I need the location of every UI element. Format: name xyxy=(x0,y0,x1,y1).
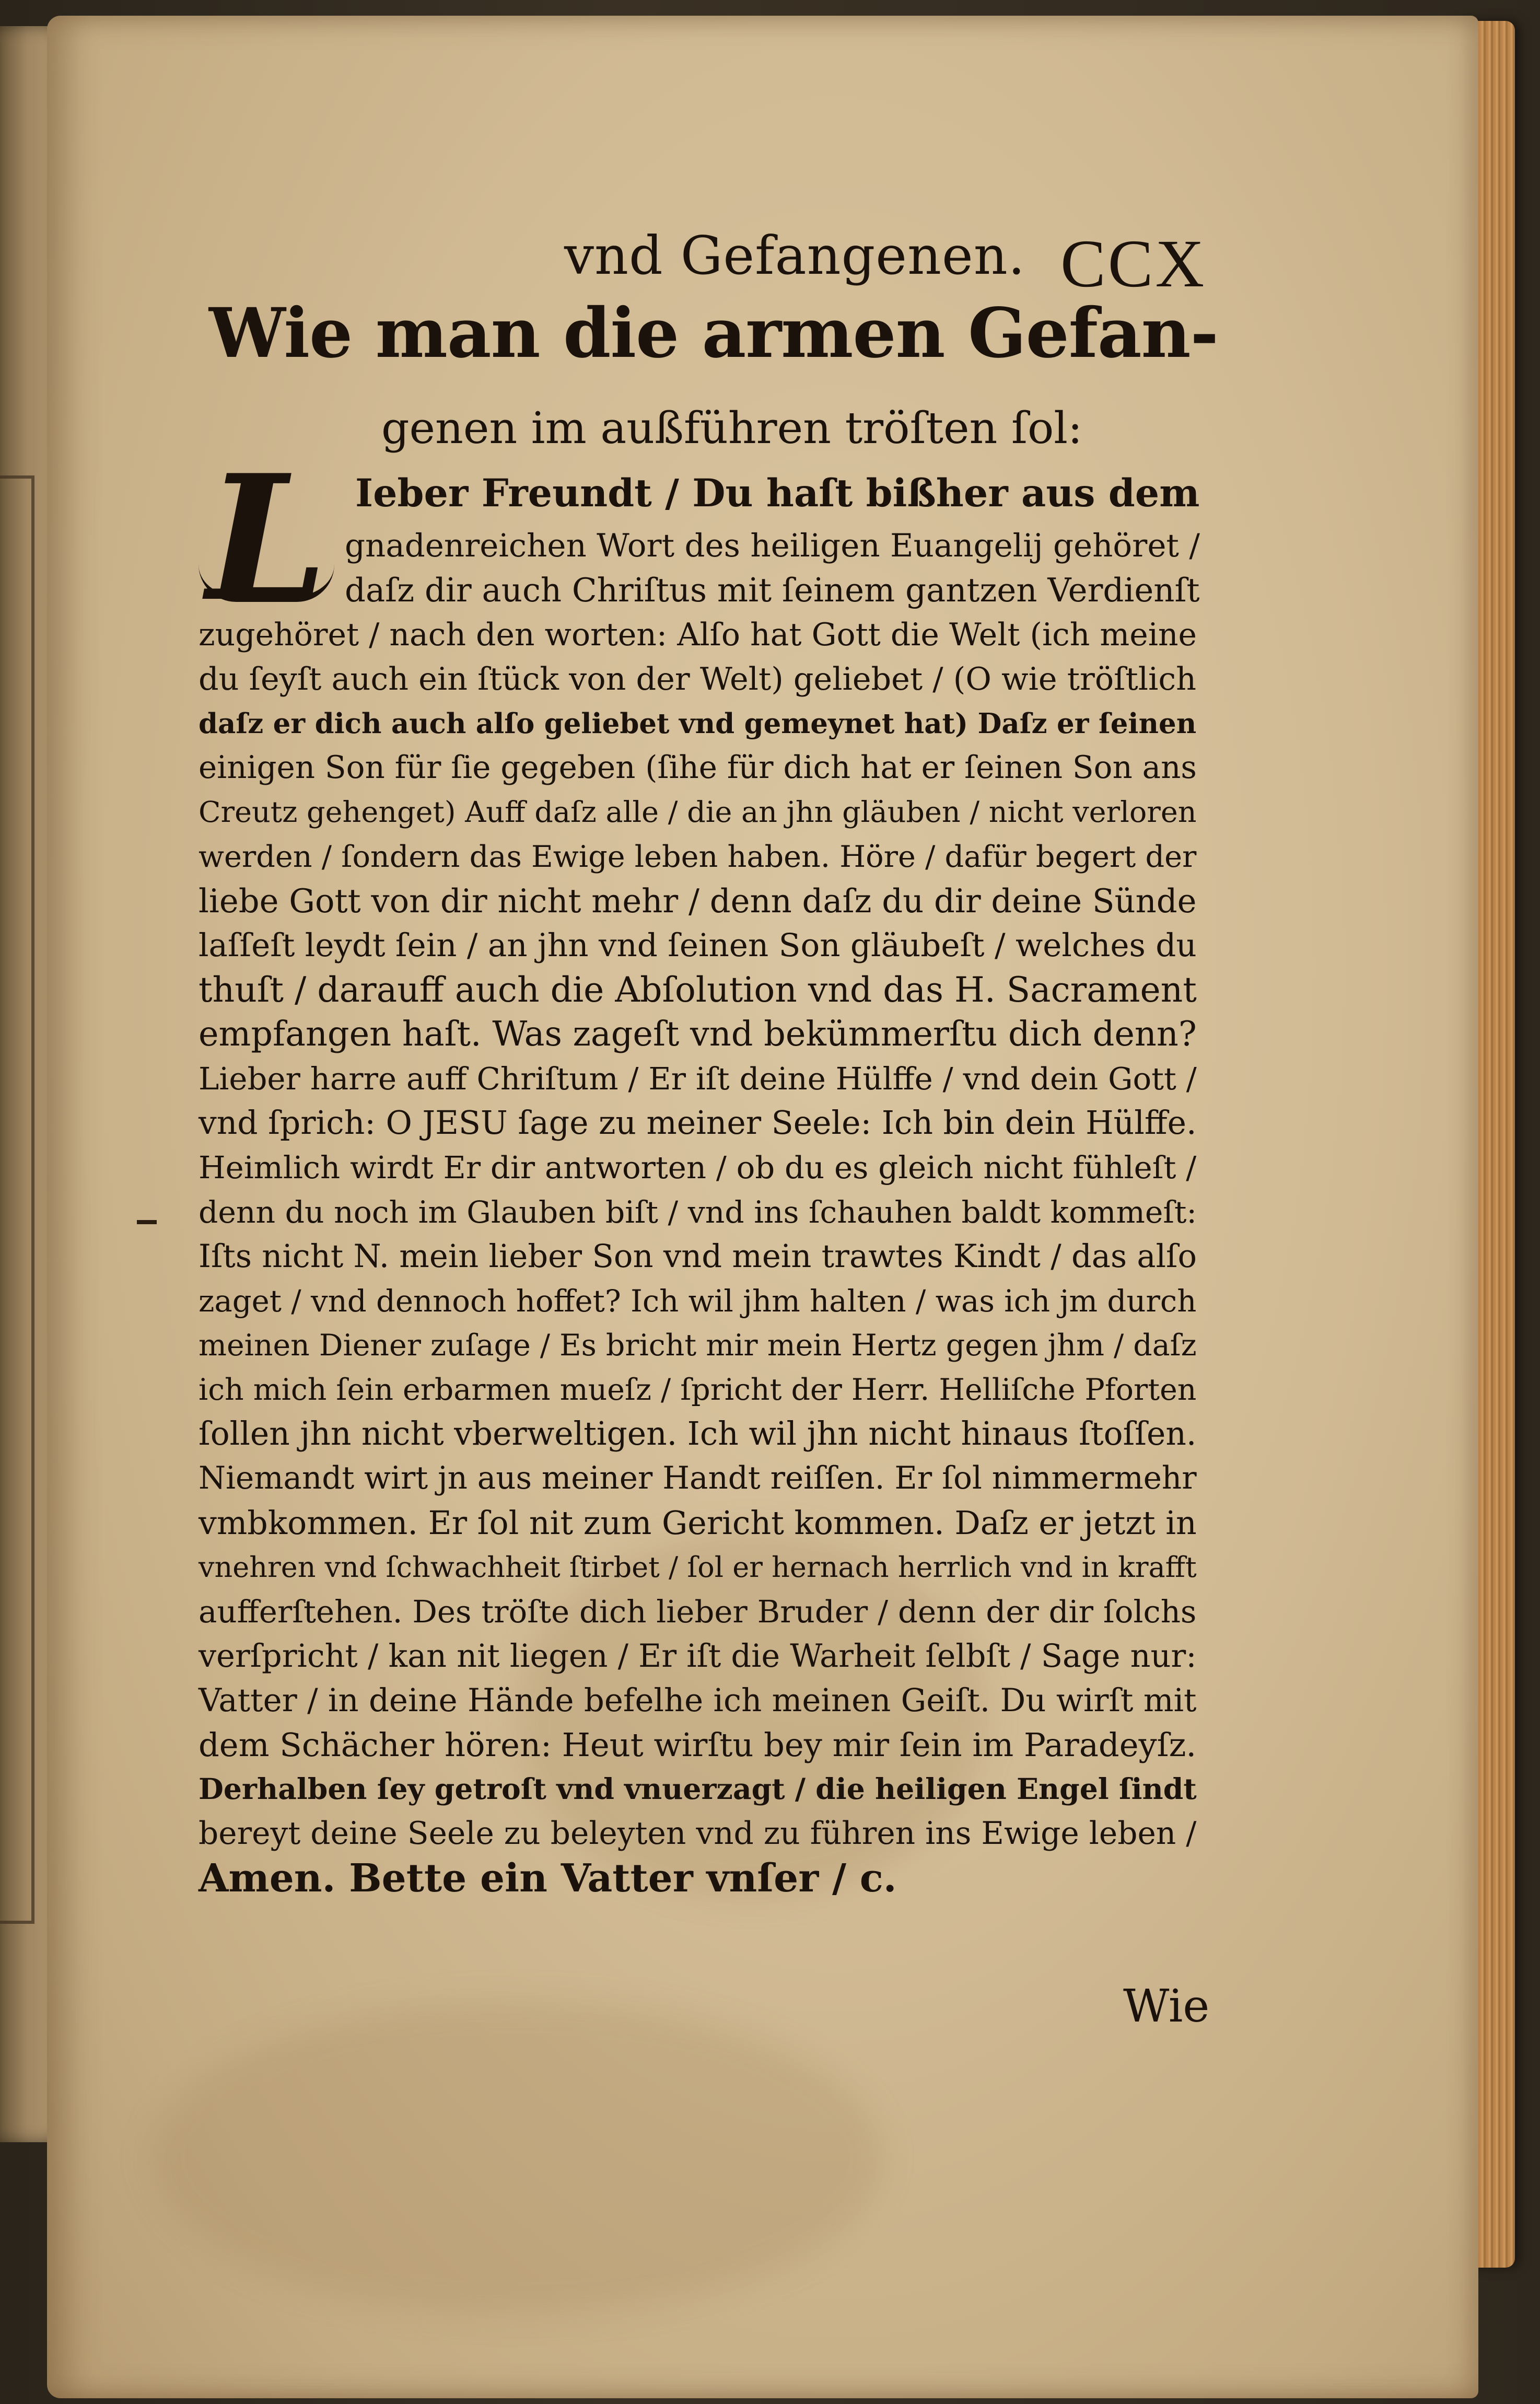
text-line: ich mich ſein erbarmen mueſz / ſpricht der Herr. Helliſche Pforten xyxy=(199,1373,1197,1407)
margin-mark xyxy=(137,1220,157,1224)
text-line: Iſts nicht N. mein lieber Son vnd mein trawtes Kindt / das alſo xyxy=(199,1238,1197,1275)
text-line: Derhalben ſey getroſt vnd vnuerzagt / die heiligen Engel ſindt xyxy=(199,1772,1197,1806)
text-line: Heimlich wirdt Er dir antworten / ob du es gleich nicht fühleſt / xyxy=(199,1149,1197,1186)
text-line: zugehöret / nach den worten: Alſo hat Gott die Welt (ich meine xyxy=(199,617,1197,653)
text-line: thuſt / darauff auch die Abſolution vnd das H. Sacrament xyxy=(199,970,1197,1010)
catchword: Wie xyxy=(1123,1980,1210,2033)
running-head: vnd Gefangenen. xyxy=(564,225,1025,286)
text-line: denn du noch im Glauben biſt / vnd ins ſchauhen baldt kommeſt: xyxy=(199,1194,1197,1230)
text-line: empfangen haſt. Was zageſt vnd bekümmerſtu dich denn? xyxy=(199,1015,1197,1054)
text-line: Vatter / in deine Hände befelhe ich meinen Geiſt. Du wirſt mit xyxy=(199,1682,1197,1719)
text-line: vmbkommen. Er ſol nit zum Gericht kommen. Daſz er jetzt in xyxy=(199,1504,1197,1542)
text-line: vnd ſprich: O JESU ſage zu meiner Seele: Ich bin dein Hülffe. xyxy=(199,1105,1197,1142)
text-line: Ieber Freundt / Du haſt bißher aus dem xyxy=(355,471,1200,516)
text-line: liebe Gott von dir nicht mehr / denn daſz du dir deine Sünde xyxy=(199,882,1197,920)
text-line: verſpricht / kan nit liegen / Er iſt die Warheit ſelbſt / Sage nur: xyxy=(199,1638,1197,1675)
chapter-title-line-1: Wie man die armen Gefan- xyxy=(209,293,1218,373)
text-line: Lieber harre auff Chriſtum / Er iſt deine Hülffe / vnd dein Gott / xyxy=(199,1061,1197,1097)
text-line: gnadenreichen Wort des heiligen Euangelij gehöret / xyxy=(345,527,1200,564)
text-line: einigen Son für ſie gegeben (ſihe für dich hat er ſeinen Son ans xyxy=(199,750,1197,786)
text-line: Niemandt wirt jn aus meiner Handt reiſſen. Er ſol nimmermehr xyxy=(199,1460,1197,1496)
text-line: daſz dir auch Chriſtus mit ſeinem gantzen Verdienſt xyxy=(345,571,1200,609)
chapter-title-line-2: genen im außführen tröſten ſol: xyxy=(381,402,1083,454)
text-line: daſz er dich auch alſo geliebet vnd gemeynet hat) Daſz er ſeinen xyxy=(199,707,1197,740)
text-line: ſollen jhn nicht vberweltigen. Ich wil jhn nicht hinaus ſtoſſen. xyxy=(199,1415,1197,1453)
text-line: du ſeyſt auch ein ſtück von der Welt) geliebet / (O wie tröſtlich xyxy=(199,661,1196,698)
text-line: vnehren vnd ſchwachheit ſtirbet / ſol er hernach herrlich vnd in krafft xyxy=(199,1551,1197,1584)
text-line: laſſeſt leydt ſein / an jhn vnd ſeinen Son gläubeſt / welches du xyxy=(199,927,1197,964)
text-line: werden / ſondern das Ewige leben haben. Höre / dafür begert der xyxy=(199,840,1197,874)
folio-number: CCX xyxy=(1060,226,1207,301)
text-line: meinen Diener zuſage / Es bricht mir mein Hertz gegen jhm / daſz xyxy=(199,1328,1197,1363)
initial-flourish xyxy=(199,564,334,602)
decorated-initial: L xyxy=(206,437,328,640)
text-line: aufferſtehen. Des tröſte dich lieber Bruder / denn der dir ſolchs xyxy=(199,1594,1197,1630)
text-line: bereyt deine Seele zu beleyten vnd zu führen ins Ewige leben / xyxy=(199,1816,1197,1852)
text-line: zaget / vnd dennoch hoffet? Ich wil jhm halten / was ich jm durch xyxy=(199,1283,1197,1319)
text-line: Creutz gehenget) Auff daſz alle / die an jhn gläuben / nicht verloren xyxy=(199,795,1197,829)
text-line: dem Schächer hören: Heut wirſtu bey mir ſein im Paradeyſz. xyxy=(199,1726,1197,1764)
text-line: Amen. Bette ein Vatter vnſer / c. xyxy=(199,1856,897,1901)
